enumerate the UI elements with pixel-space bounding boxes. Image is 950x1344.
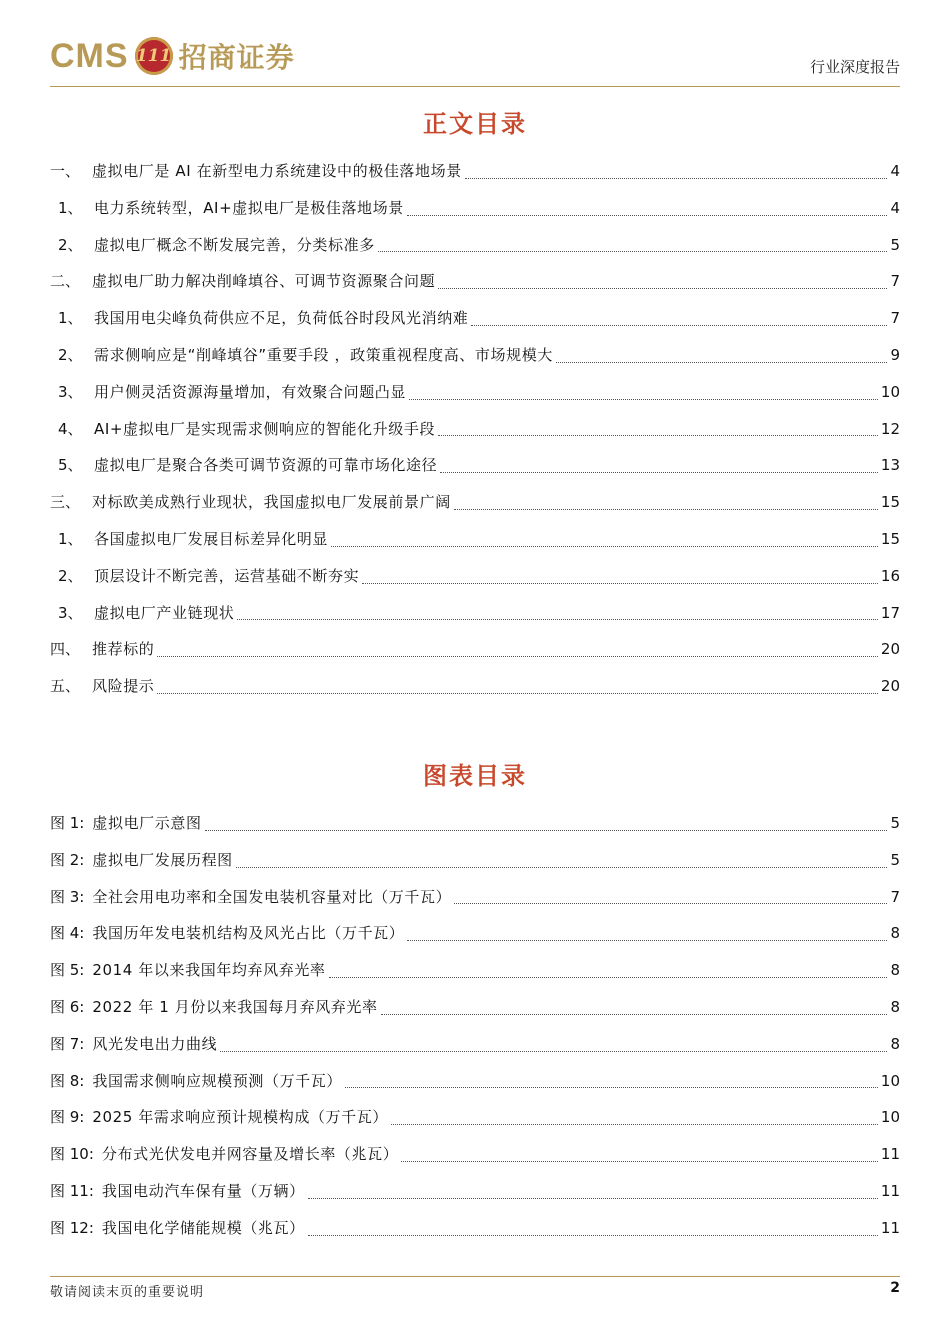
entry-title: AI+虚拟电厂是实现需求侧响应的智能化升级手段 <box>94 419 436 438</box>
figure-entry[interactable] <box>50 1026 900 1063</box>
entry-title: 虚拟电厂示意图 <box>92 814 202 832</box>
dot-leader <box>308 1197 878 1199</box>
entry-page-number: 7 <box>890 309 900 328</box>
entry-title: 虚拟电厂概念不断发展完善，分类标准多 <box>94 235 375 254</box>
figures-list <box>50 805 900 1247</box>
footer-note: 敬请阅读末页的重要说明 <box>50 1285 205 1300</box>
dot-leader <box>378 250 888 252</box>
entry-number: 1、 <box>58 198 83 217</box>
entry-number: 3、 <box>58 382 83 401</box>
entry-number: 4、 <box>58 419 83 438</box>
toc-entry[interactable] <box>50 190 900 227</box>
entry-number: 图 4: <box>50 924 85 943</box>
dot-leader <box>440 471 878 473</box>
entry-title: 2022 年 1 月份以来我国每月弃风弃光率 <box>92 997 378 1016</box>
entry-number: 图 12: <box>50 1218 94 1237</box>
entry-page-number: 15 <box>880 493 900 512</box>
toc-entry[interactable] <box>50 447 900 484</box>
entry-title: 对标欧美成熟行业现状，我国虚拟电厂发展前景广阔 <box>92 493 451 512</box>
entry-title: 虚拟电厂是聚合各类可调节资源的可靠市场化途径 <box>94 456 438 475</box>
entry-number: 图 1: <box>50 814 85 832</box>
report-type-label: 行业深度报告 <box>809 58 900 76</box>
entry-page-number: 17 <box>880 603 900 622</box>
dot-leader <box>407 214 888 216</box>
dot-leader <box>409 398 878 400</box>
dot-leader <box>381 1013 888 1015</box>
dot-leader <box>237 618 878 620</box>
entry-number: 2、 <box>58 345 83 364</box>
figure-entry[interactable] <box>50 989 900 1026</box>
dot-leader <box>157 655 878 657</box>
toc-entry[interactable] <box>50 558 900 595</box>
entry-page-number: 8 <box>890 997 900 1016</box>
entry-title: 我国电动汽车保有量（万辆） <box>101 1181 305 1200</box>
footer-divider <box>50 1276 900 1277</box>
figure-entry[interactable] <box>50 952 900 989</box>
dot-leader <box>329 976 888 978</box>
entry-number: 2、 <box>58 235 83 254</box>
entry-page-number: 11 <box>880 1218 900 1237</box>
entry-number: 三、 <box>50 493 81 512</box>
toc-entry[interactable] <box>50 337 900 374</box>
dot-leader <box>308 1234 878 1236</box>
toc-entry[interactable] <box>50 631 900 668</box>
entry-title: 风险提示 <box>92 677 155 696</box>
dot-leader <box>454 508 878 510</box>
dot-leader <box>391 1123 878 1125</box>
entry-page-number: 5 <box>890 235 900 254</box>
dot-leader <box>465 177 888 179</box>
dot-leader <box>345 1086 878 1088</box>
entry-title: 虚拟电厂产业链现状 <box>94 603 235 622</box>
entry-number: 图 3: <box>50 887 85 906</box>
dot-leader <box>438 287 887 289</box>
dot-leader <box>157 692 878 694</box>
entry-number: 图 2: <box>50 850 85 869</box>
toc-entry[interactable] <box>50 411 900 448</box>
dot-leader <box>331 545 878 547</box>
toc-entry[interactable] <box>50 521 900 558</box>
toc-entry[interactable] <box>50 668 900 705</box>
dot-leader <box>471 324 887 326</box>
entry-number: 图 9: <box>50 1108 85 1127</box>
entry-number: 四、 <box>50 640 81 659</box>
entry-page-number: 4 <box>890 162 900 180</box>
entry-page-number: 11 <box>880 1181 900 1200</box>
entry-title: 2025 年需求响应预计规模构成（万千瓦） <box>92 1108 388 1127</box>
logo-chinese-text: 招商证券 <box>178 41 295 74</box>
entry-number: 2、 <box>58 566 83 585</box>
entry-title: 虚拟电厂发展历程图 <box>92 850 233 869</box>
toc-entry[interactable] <box>50 374 900 411</box>
toc-entry[interactable] <box>50 153 900 190</box>
entry-page-number: 10 <box>880 1108 900 1127</box>
dot-leader <box>362 582 878 584</box>
toc-list <box>50 153 900 705</box>
figures-title: 图表目录 <box>423 761 527 790</box>
entry-title: 推荐标的 <box>92 640 155 659</box>
entry-page-number: 4 <box>890 198 900 217</box>
entry-page-number: 8 <box>890 961 900 980</box>
figure-entry[interactable] <box>50 1136 900 1173</box>
entry-page-number: 16 <box>880 566 900 585</box>
entry-title: 2014 年以来我国年均弃风弃光率 <box>92 961 326 980</box>
toc-entry[interactable] <box>50 595 900 632</box>
entry-page-number: 8 <box>890 1034 900 1053</box>
entry-number: 5、 <box>58 456 83 475</box>
entry-page-number: 15 <box>880 529 900 548</box>
figure-entry[interactable] <box>50 1210 900 1247</box>
dot-leader <box>438 434 878 436</box>
dot-leader <box>407 939 887 941</box>
entry-title: 我国电化学储能规模（兆瓦） <box>101 1218 305 1237</box>
entry-page-number: 11 <box>880 1145 900 1164</box>
entry-number: 图 7: <box>50 1034 85 1053</box>
page-number: 2 <box>890 1280 900 1296</box>
entry-page-number: 8 <box>890 924 900 943</box>
entry-number: 图 10: <box>50 1145 94 1164</box>
entry-title: 我国历年发电装机结构及风光占比（万千瓦） <box>92 924 405 943</box>
entry-page-number: 20 <box>880 640 900 659</box>
dot-leader <box>556 361 888 363</box>
entry-number: 3、 <box>58 603 83 622</box>
entry-number: 1、 <box>58 309 83 328</box>
entry-page-number: 9 <box>890 345 900 364</box>
entry-title: 虚拟电厂是 AI 在新型电力系统建设中的极佳落地场景 <box>92 162 462 180</box>
entry-title: 顶层设计不断完善，运营基础不断夯实 <box>94 566 360 585</box>
entry-page-number: 12 <box>880 419 900 438</box>
dot-leader <box>220 1050 887 1052</box>
figure-entry[interactable] <box>50 1063 900 1100</box>
page-header <box>50 30 900 86</box>
entry-number: 图 11: <box>50 1181 94 1200</box>
entry-page-number: 5 <box>890 814 900 832</box>
entry-number: 五、 <box>50 677 81 696</box>
entry-page-number: 5 <box>890 850 900 869</box>
entry-number: 一、 <box>50 162 81 180</box>
figure-entry[interactable] <box>50 1173 900 1210</box>
entry-page-number: 20 <box>880 677 900 696</box>
entry-number: 图 5: <box>50 961 85 980</box>
entry-title: 我国需求侧响应规模预测（万千瓦） <box>92 1071 342 1090</box>
logo-badge-icon: 111 <box>135 37 173 75</box>
entry-title: 分布式光伏发电并网容量及增长率（兆瓦） <box>101 1145 399 1164</box>
company-logo <box>50 36 295 76</box>
figure-entry[interactable] <box>50 879 900 916</box>
dot-leader <box>401 1160 878 1162</box>
figure-entry[interactable] <box>50 842 900 879</box>
entry-title: 虚拟电厂助力解决削峰填谷、可调节资源聚合问题 <box>92 272 436 291</box>
entry-title: 我国用电尖峰负荷供应不足，负荷低谷时段风光消纳难 <box>94 309 469 328</box>
entry-number: 二、 <box>50 272 81 291</box>
entry-title: 各国虚拟电厂发展目标差异化明显 <box>94 529 329 548</box>
logo-latin-text: CMS <box>50 36 129 75</box>
entry-number: 图 6: <box>50 997 85 1016</box>
dot-leader <box>205 829 888 831</box>
toc-entry[interactable] <box>50 484 900 521</box>
figure-entry[interactable] <box>50 1099 900 1136</box>
entry-number: 1、 <box>58 529 83 548</box>
dot-leader <box>236 866 888 868</box>
entry-page-number: 13 <box>880 456 900 475</box>
toc-entry[interactable] <box>50 227 900 264</box>
entry-title: 电力系统转型，AI+虚拟电厂是极佳落地场景 <box>94 198 404 217</box>
toc-title: 正文目录 <box>423 109 527 138</box>
entry-page-number: 10 <box>880 382 900 401</box>
figure-entry[interactable] <box>50 805 900 842</box>
entry-title: 全社会用电功率和全国发电装机容量对比（万千瓦） <box>92 887 452 906</box>
toc-entry[interactable] <box>50 300 900 337</box>
header-divider <box>50 86 900 87</box>
entry-page-number: 10 <box>880 1071 900 1090</box>
toc-entry[interactable] <box>50 263 900 300</box>
entry-title: 需求侧响应是“削峰填谷”重要手段 ，政策重视程度高、市场规模大 <box>94 345 553 364</box>
entry-number: 图 8: <box>50 1071 85 1090</box>
entry-page-number: 7 <box>890 887 900 906</box>
entry-title: 风光发电出力曲线 <box>92 1034 218 1053</box>
entry-title: 用户侧灵活资源海量增加，有效聚合问题凸显 <box>94 382 407 401</box>
entry-page-number: 7 <box>890 272 900 291</box>
figure-entry[interactable] <box>50 915 900 952</box>
dot-leader <box>454 902 887 904</box>
